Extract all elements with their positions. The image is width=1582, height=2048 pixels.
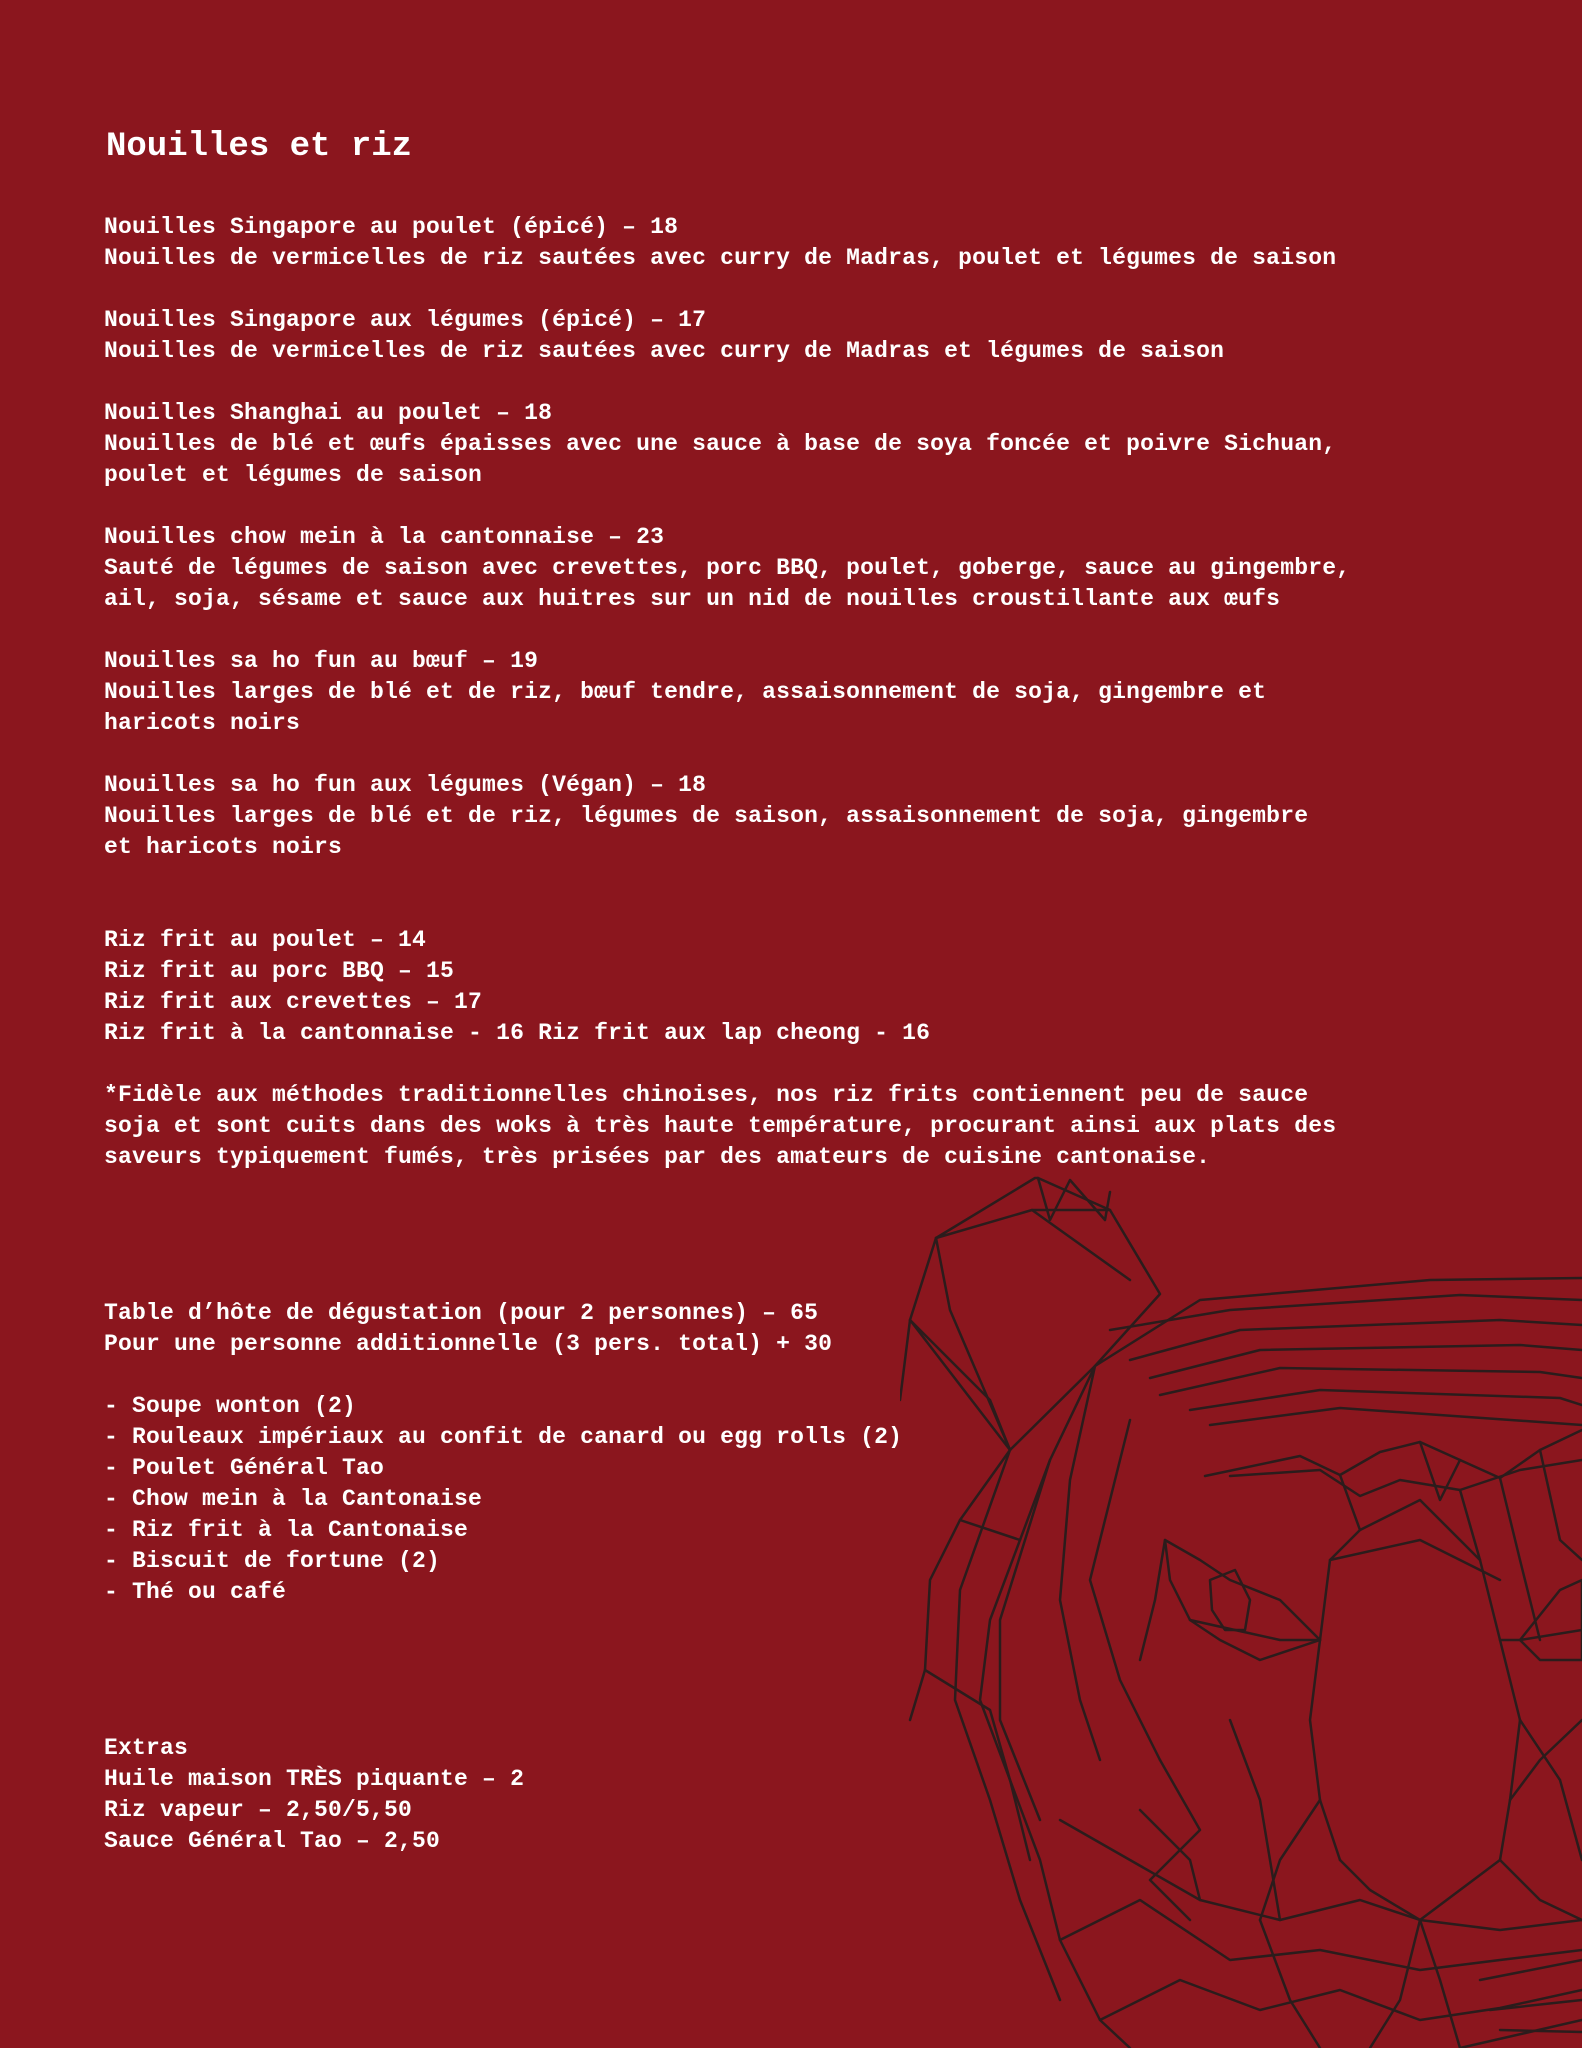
rice-note: saveurs typiquement fumés, très prisées par des amateurs de cuisine cantonaise. bbox=[104, 1144, 1211, 1170]
table-hote-item: - Biscuit de fortune (2) bbox=[104, 1548, 441, 1574]
extras-item: Huile maison TRÈS piquante – 2 bbox=[104, 1766, 525, 1792]
noodle-item-description: poulet et légumes de saison bbox=[104, 462, 483, 488]
rice-note: *Fidèle aux méthodes traditionnelles chinoises, nos riz frits contiennent peu de sauce bbox=[104, 1082, 1309, 1108]
noodle-item-description: Nouilles de blé et œufs épaisses avec une sauce à base de soya foncée et poivre Sichuan, bbox=[104, 431, 1337, 457]
extras-item: Sauce Général Tao – 2,50 bbox=[104, 1828, 441, 1854]
noodle-item-description: Nouilles de vermicelles de riz sautées avec curry de Madras, poulet et légumes de saison bbox=[104, 245, 1337, 271]
noodle-item-name: Nouilles sa ho fun aux légumes (Végan) – 18 bbox=[104, 772, 707, 798]
noodle-item-description: Nouilles larges de blé et de riz, bœuf tendre, assaisonnement de soja, gingembre et bbox=[104, 679, 1267, 705]
noodle-item-description: Sauté de légumes de saison avec crevettes, porc BBQ, poulet, goberge, sauce au gingembre, bbox=[104, 555, 1351, 581]
noodle-item-description: ail, soja, sésame et sauce aux huitres sur un nid de nouilles croustillante aux œufs bbox=[104, 586, 1281, 612]
noodle-item-name: Nouilles sa ho fun au bœuf – 19 bbox=[104, 648, 539, 674]
extras-item: Riz vapeur – 2,50/5,50 bbox=[104, 1797, 413, 1823]
table-hote-extra-person: Pour une personne additionnelle (3 pers. total) + 30 bbox=[104, 1331, 833, 1357]
rice-note: soja et sont cuits dans des woks à très haute température, procurant ainsi aux plats des bbox=[104, 1113, 1337, 1139]
noodle-item-name: Nouilles Singapore au poulet (épicé) – 18 bbox=[104, 214, 679, 240]
table-hote-item: - Soupe wonton (2) bbox=[104, 1393, 357, 1419]
extras-title: Extras bbox=[104, 1735, 189, 1761]
table-hote-item: - Chow mein à la Cantonaise bbox=[104, 1486, 483, 1512]
table-hote-item: - Thé ou café bbox=[104, 1579, 287, 1605]
noodle-item-name: Nouilles chow mein à la cantonnaise – 23 bbox=[104, 524, 665, 550]
noodle-item-name: Nouilles Shanghai au poulet – 18 bbox=[104, 400, 553, 426]
table-hote-item: - Riz frit à la Cantonaise bbox=[104, 1517, 469, 1543]
noodle-item-description: Nouilles larges de blé et de riz, légumes de saison, assaisonnement de soja, gingembre bbox=[104, 803, 1309, 829]
noodle-item-description: haricots noirs bbox=[104, 710, 301, 736]
table-hote-item: - Rouleaux impériaux au confit de canard ou egg rolls (2) bbox=[104, 1424, 903, 1450]
noodle-item-description: Nouilles de vermicelles de riz sautées avec curry de Madras et légumes de saison bbox=[104, 338, 1225, 364]
section-title: Nouilles et riz bbox=[106, 128, 413, 166]
noodle-item-description: et haricots noirs bbox=[104, 834, 343, 860]
table-hote-title: Table d’hôte de dégustation (pour 2 personnes) – 65 bbox=[104, 1300, 819, 1326]
tiger-illustration-icon bbox=[900, 1160, 1582, 2048]
rice-item: Riz frit aux crevettes – 17 bbox=[104, 989, 483, 1015]
table-hote-item: - Poulet Général Tao bbox=[104, 1455, 385, 1481]
noodle-item-name: Nouilles Singapore aux légumes (épicé) – 17 bbox=[104, 307, 707, 333]
rice-item: Riz frit au poulet – 14 bbox=[104, 927, 427, 953]
rice-item: Riz frit au porc BBQ – 15 bbox=[104, 958, 455, 984]
rice-item: Riz frit à la cantonnaise - 16 Riz frit aux lap cheong - 16 bbox=[104, 1020, 931, 1046]
